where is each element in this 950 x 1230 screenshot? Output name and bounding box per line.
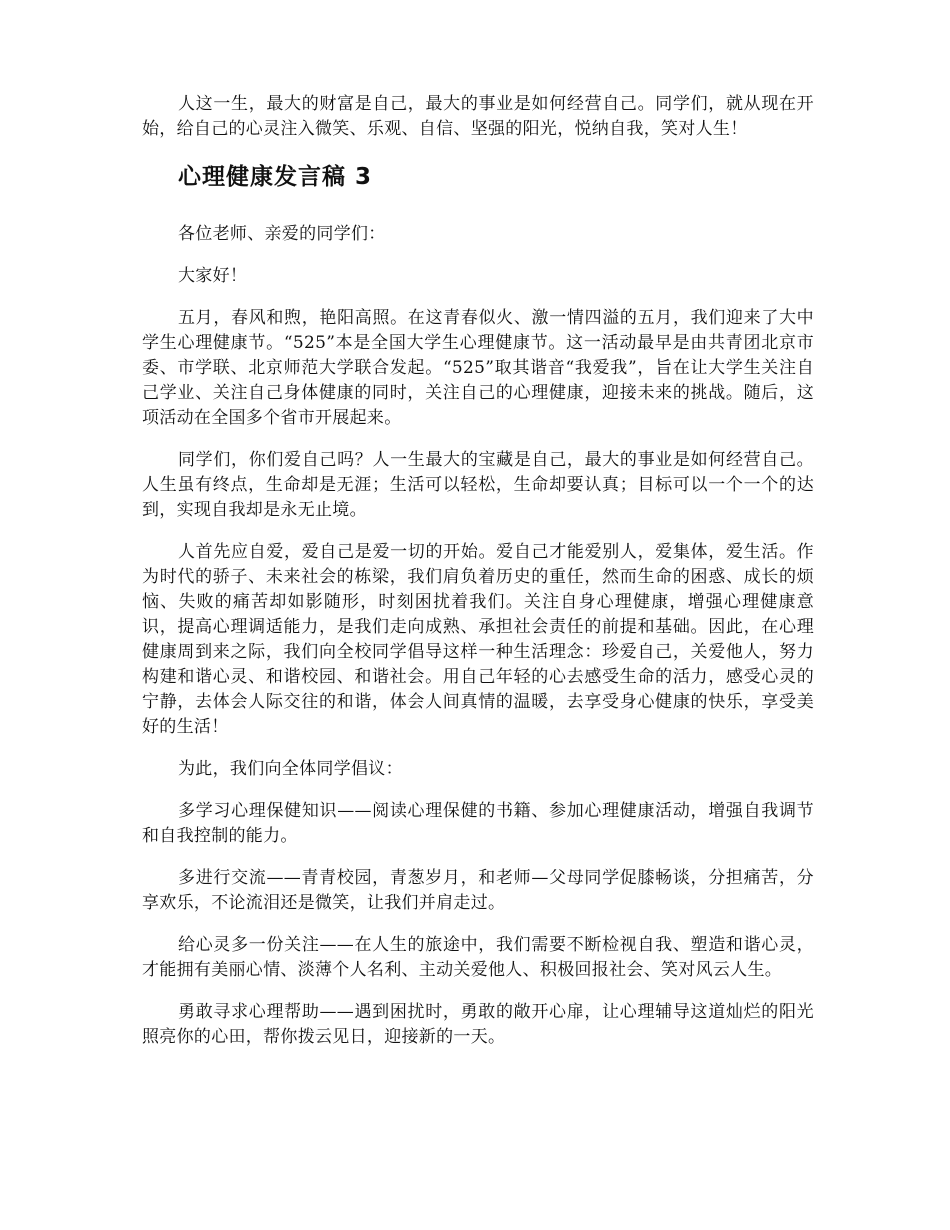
section-title: 心理健康发言稿 3 — [178, 164, 373, 190]
proposal-item: 给心灵多一份关注——在人生的旅途中，我们需要不断检视自我、塑造和谐心灵，才能拥有美丽心情、淡薄个人名利、主动关爱他人、积极回报社会、笑对风云人生。 — [142, 935, 814, 980]
body-paragraph: 五月，春风和煦，艳阳高照。在这青春似火、激一情四溢的五月，我们迎来了大中学生心理健康节。“525”本是全国大学生心理健康节。这一活动最早是由共青团北京市委、市学联、北京师范大学联合发起。“525”取其谐音“我爱我”，旨在让大学生关注自己学业、关注自己身体健康的同时，关注自己的心理健康，迎接未来的挑战。随后，这项活动在全国多个省市开展起来。 — [142, 308, 814, 428]
body-paragraph: 同学们，你们爱自己吗？人一生最大的宝藏是自己，最大的事业是如何经营自己。人生虽有终点，生命却是无涯；生活可以轻松，生命却要认真；目标可以一个一个的达到，实现自我却是永无止境。 — [142, 450, 814, 520]
salutation-paragraph: 各位老师、亲爱的同学们： — [178, 224, 386, 244]
proposal-item: 多进行交流——青青校园，青葱岁月，和老师—父母同学促膝畅谈，分担痛苦，分享欢乐，不论流泪还是微笑，让我们并肩走过。 — [142, 868, 814, 913]
proposal-item: 多学习心理保健知识——阅读心理保健的书籍、参加心理健康活动，增强自我调节和自我控制的能力。 — [142, 801, 814, 846]
proposal-item: 勇敢寻求心理帮助——遇到困扰时，勇敢的敞开心扉，让心理辅导这道灿烂的阳光照亮你的心田，帮你拨云见日，迎接新的一天。 — [142, 1002, 814, 1047]
body-paragraph: 人首先应自爱，爱自己是爱一切的开始。爱自己才能爱别人，爱集体，爱生活。作为时代的骄子、未来社会的栋梁，我们肩负着历史的重任，然而生命的困惑、成长的烦恼、失败的痛苦却如影随形，时刻困扰着我们。关注自身心理健康，增强心理健康意识，提高心理调适能力，是我们走向成熟、承担社会责任的前提和基础。因此，在心理健康周到来之际，我们向全校同学倡导这样一种生活理念：珍爱自己，关爱他人，努力构建和谐心灵、和谐校园、和谐社会。用自己年轻的心去感受生命的活力，感受心灵的宁静，去体会人际交往的和谐，体会人间真情的温暖，去享受身心健康的快乐，享受美好的生活！ — [142, 542, 814, 737]
document-page — [142, 92, 814, 1067]
proposal-intro-paragraph: 为此，我们向全体同学倡议： — [178, 759, 403, 779]
intro-paragraph: 人这一生，最大的财富是自己，最大的事业是如何经营自己。同学们，就从现在开始，给自己的心灵注入微笑、乐观、自信、坚强的阳光，悦纳自我，笑对人生！ — [142, 94, 814, 139]
greeting-paragraph: 大家好！ — [178, 266, 248, 286]
